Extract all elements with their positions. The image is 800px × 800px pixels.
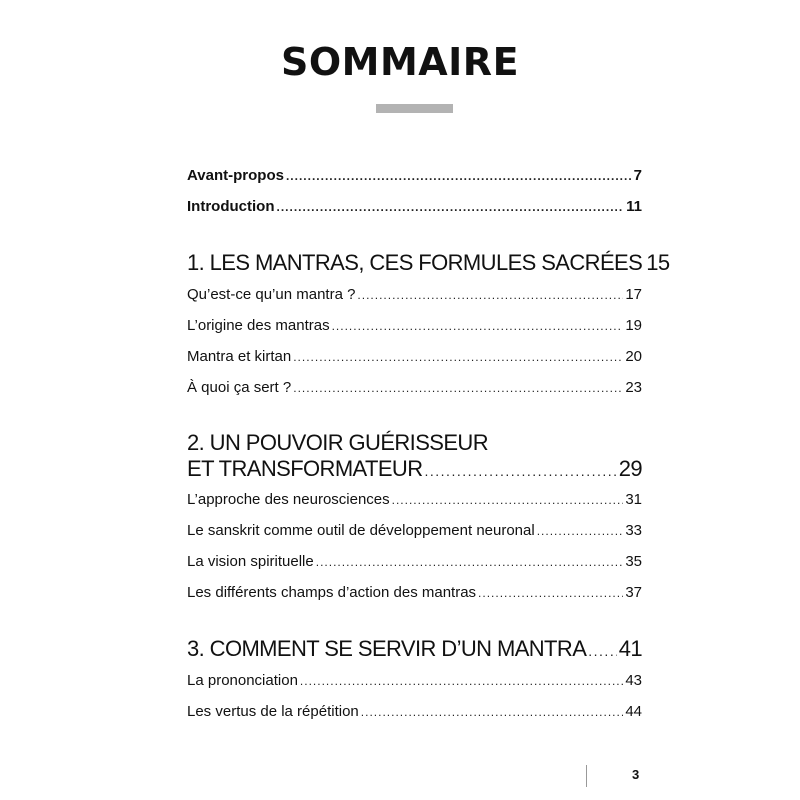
toc-entry-page: 11 — [626, 198, 642, 215]
dot-leader — [286, 169, 632, 183]
section-label: Le sanskrit comme outil de développement neuronal — [187, 522, 535, 539]
section-page: 33 — [625, 522, 642, 539]
toc-entry-avant-propos[interactable] — [187, 167, 642, 184]
title-underline — [376, 104, 453, 113]
page-title: SOMMAIRE — [280, 40, 520, 84]
section-label: La prononciation — [187, 672, 298, 689]
toc-entry-page: 7 — [633, 167, 642, 184]
dot-leader — [361, 705, 624, 719]
toc-section[interactable] — [187, 348, 642, 365]
section-label: L’approche des neurosciences — [187, 491, 390, 508]
toc-section[interactable] — [187, 584, 642, 601]
section-label: La vision spirituelle — [187, 553, 314, 570]
dot-leader — [316, 555, 624, 569]
toc-entry-label: Avant-propos — [187, 167, 284, 184]
dot-leader — [357, 288, 623, 302]
toc-chapter-3[interactable] — [187, 636, 642, 662]
section-page: 23 — [625, 379, 642, 396]
section-page: 44 — [625, 703, 642, 720]
chapter-title: ET TRANSFORMATEUR — [187, 456, 423, 481]
toc-section[interactable] — [187, 286, 642, 303]
page-number: 3 — [632, 767, 640, 782]
section-page: 19 — [625, 317, 642, 334]
section-page: 17 — [625, 286, 642, 303]
chapter-title: 1. LES MANTRAS, CES FORMULES SACRÉES — [187, 250, 643, 275]
section-page: 31 — [625, 491, 642, 508]
section-label: L’origine des mantras — [187, 317, 330, 334]
dot-leader — [425, 463, 617, 479]
toc-section[interactable] — [187, 379, 642, 396]
footer-divider — [586, 765, 587, 787]
dot-leader — [537, 524, 624, 538]
chapter-page: 15 — [646, 250, 670, 275]
toc-section[interactable] — [187, 672, 642, 689]
toc-section[interactable] — [187, 703, 642, 720]
toc-section[interactable] — [187, 317, 642, 334]
toc-chapter-2[interactable] — [187, 456, 642, 482]
section-page: 37 — [625, 584, 642, 601]
section-label: Qu’est-ce qu’un mantra ? — [187, 286, 356, 303]
toc-section[interactable] — [187, 522, 642, 539]
section-label: À quoi ça sert ? — [187, 379, 292, 396]
chapter-title-line1[interactable]: 2. UN POUVOIR GUÉRISSEUR — [187, 430, 488, 455]
chapter-page: 41 — [618, 636, 642, 661]
dot-leader — [293, 381, 623, 395]
dot-leader — [392, 493, 624, 507]
toc-entry-label: Introduction — [187, 198, 275, 215]
dot-leader — [332, 319, 624, 333]
toc-entry-introduction[interactable] — [187, 198, 642, 215]
section-label: Les vertus de la répétition — [187, 703, 359, 720]
dot-leader — [300, 674, 623, 688]
section-page: 35 — [625, 553, 642, 570]
section-page: 20 — [625, 348, 642, 365]
section-label: Les différents champs d’action des mantras — [187, 584, 477, 601]
toc-section[interactable] — [187, 553, 642, 570]
chapter-title: 3. COMMENT SE SERVIR D’UN MANTRA — [187, 636, 587, 661]
dot-leader — [293, 350, 623, 364]
chapter-page: 29 — [618, 456, 642, 481]
toc-chapter-1[interactable] — [187, 250, 670, 276]
dot-leader — [588, 643, 616, 659]
toc-section[interactable] — [187, 491, 642, 508]
section-page: 43 — [625, 672, 642, 689]
section-label: Mantra et kirtan — [187, 348, 292, 365]
dot-leader — [478, 586, 623, 600]
dot-leader — [276, 200, 624, 214]
